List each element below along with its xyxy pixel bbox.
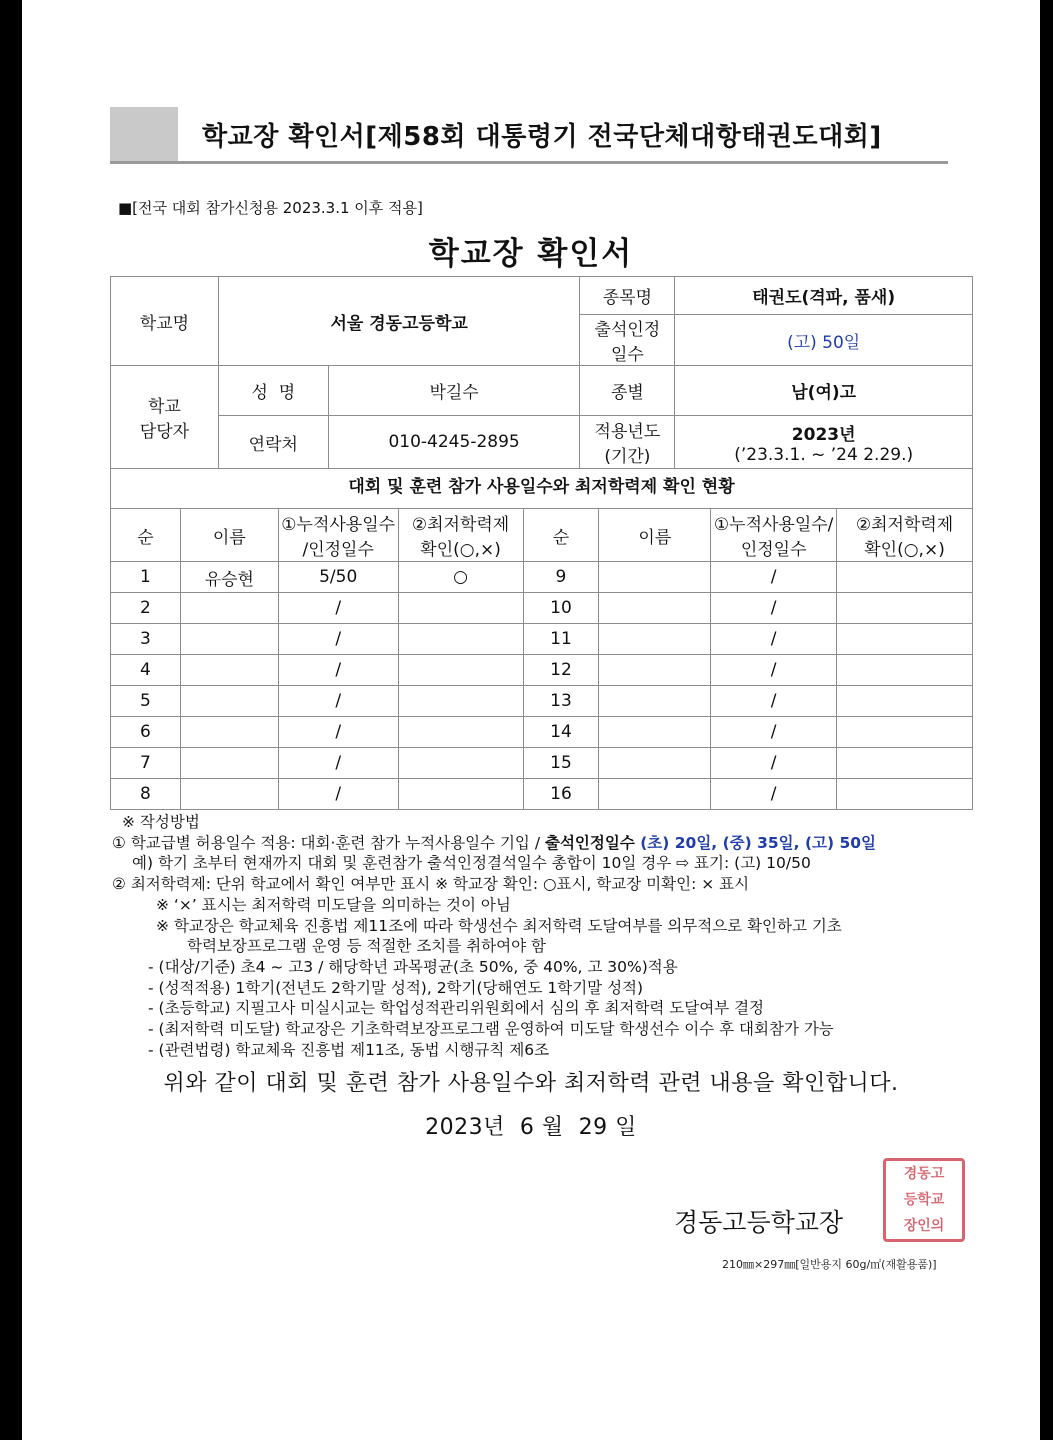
row-no-right: 13 <box>523 686 599 717</box>
row-days: 5/50 <box>278 562 398 593</box>
table-row <box>111 655 973 686</box>
detail-5: - (관련법령) 학교체육 진흥법 제11조, 동법 시행규칙 제6조 <box>148 1040 550 1059</box>
seal-line-3: 장인의 <box>903 1218 945 1234</box>
row-min-right <box>837 686 973 717</box>
detail-4: - (최저학력 미도달) 학교장은 기초학력보장프로그램 운영하여 미도달 학생선수 이수 후 대회참가 가능 <box>148 1020 834 1039</box>
name-value: 박길수 <box>328 366 580 416</box>
col-days-right-line2: 인정일수 <box>740 540 807 560</box>
attendance-value: (고) 50일 <box>675 315 973 366</box>
issue-date: 2023년 6 월 29 일 <box>425 1115 637 1140</box>
note-2-a: ※ ‘×’ 표시는 최저학력 미도달을 의미하는 것이 아님 <box>156 895 511 914</box>
row-days: / <box>278 593 398 624</box>
row-no-right: 10 <box>523 593 599 624</box>
row-name <box>180 593 278 624</box>
row-days: / <box>278 655 398 686</box>
school-name-label: 학교명 <box>111 277 219 366</box>
row-no-right: 16 <box>523 779 599 810</box>
col-days-right-line1: ①누적사용일수/ <box>713 515 834 535</box>
table-row <box>111 717 973 748</box>
row-no: 4 <box>111 655 181 686</box>
row-min <box>398 624 523 655</box>
col-name: 이름 <box>180 509 278 562</box>
table-row <box>111 686 973 717</box>
row-name <box>180 686 278 717</box>
seal-line-1: 경동고 <box>903 1166 945 1182</box>
row-name-right <box>599 686 711 717</box>
row-days-right: / <box>711 717 837 748</box>
row-min: ○ <box>398 562 523 593</box>
name-label: 성 명 <box>218 366 328 416</box>
note-2: ② 최저학력제: 단위 학교에서 확인 여부만 표시 ※ 학교장 확인: ○표시, 학교장 미확인: × 표시 <box>112 875 750 894</box>
detail-1: - (대상/기준) 초4 ~ 고3 / 해당학년 과목평균(초 50%, 중 40%, 고 30%)적용 <box>148 957 678 976</box>
col-min-right-line2: 확인(○,×) <box>864 540 945 560</box>
row-min <box>398 686 523 717</box>
document-page <box>22 0 1040 1440</box>
note-1-text: ① 학교급별 허용일수 적용: 대회·훈련 참가 누적사용일수 기입 / <box>112 833 545 852</box>
note-1-example: 예) 학기 초부터 현재까지 대회 및 훈련참가 출석인정결석일수 총합이 10일 경우 ⇨ 표기: (고) 10/50 <box>132 854 811 873</box>
col-min-line2: 확인(○,×) <box>420 540 501 560</box>
year-label <box>580 416 675 469</box>
row-no: 6 <box>111 717 181 748</box>
row-no-right: 15 <box>523 748 599 779</box>
paper-spec: 210㎜×297㎜[일반용지 60g/㎡(재활용품)] <box>722 1258 937 1271</box>
row-name: 유승현 <box>180 562 278 593</box>
period-value: (’23.3.1. ~ ’24 2.29.) <box>734 444 914 465</box>
school-name-value: 서울 경동고등학교 <box>218 277 580 366</box>
roster-table <box>110 508 973 810</box>
school-seal <box>883 1158 965 1242</box>
detail-3: - (초등학교) 지필고사 미실시교는 학업성적관리위원회에서 심의 후 최저학력 도달여부 결정 <box>148 999 765 1018</box>
row-no: 5 <box>111 686 181 717</box>
row-name <box>180 717 278 748</box>
event-label: 종목명 <box>580 277 675 315</box>
row-name <box>180 748 278 779</box>
col-min-right <box>837 509 973 562</box>
row-min-right <box>837 624 973 655</box>
col-no-right: 순 <box>523 509 599 562</box>
row-min <box>398 779 523 810</box>
row-min-right <box>837 748 973 779</box>
detail-2: - (성적적용) 1학기(전년도 2학기말 성적), 2학기(당해연도 1학기말 성적) <box>148 978 644 997</box>
notes-section <box>112 812 876 1060</box>
row-no: 7 <box>111 748 181 779</box>
row-min <box>398 593 523 624</box>
roster-caption: 대회 및 훈련 참가 사용일수와 최저학력제 확인 현황 <box>110 467 973 508</box>
seal-line-2: 등학교 <box>903 1192 945 1208</box>
gender-value: 남(여)고 <box>675 366 973 416</box>
year-label-line1: 적용년도 <box>594 422 661 442</box>
col-days <box>278 509 398 562</box>
info-table <box>110 276 973 469</box>
header-title: 학교장 확인서[제58회 대통령기 전국단체대항태권도대회] <box>202 122 882 152</box>
note-2-b-cont: 학력보장프로그램 운영 등 적절한 조치를 취하여야 함 <box>187 937 546 956</box>
table-row <box>111 562 973 593</box>
manager-label-line1: 학교 <box>148 397 181 417</box>
row-name-right <box>599 655 711 686</box>
gender-label: 종별 <box>580 366 675 416</box>
row-days-right: / <box>711 562 837 593</box>
row-name-right <box>599 779 711 810</box>
col-name-right: 이름 <box>599 509 711 562</box>
row-no: 1 <box>111 562 181 593</box>
row-min-right <box>837 717 973 748</box>
row-min <box>398 655 523 686</box>
row-min <box>398 717 523 748</box>
col-days-line2: /인정일수 <box>302 540 374 560</box>
notes-heading: ※ 작성방법 <box>122 813 200 831</box>
table-row <box>111 624 973 655</box>
row-no: 3 <box>111 624 181 655</box>
table-row <box>111 748 973 779</box>
row-name-right <box>599 624 711 655</box>
row-no-right: 12 <box>523 655 599 686</box>
row-no-right: 11 <box>523 624 599 655</box>
row-min-right <box>837 593 973 624</box>
row-no-right: 9 <box>523 562 599 593</box>
attendance-label <box>580 315 675 366</box>
row-name-right <box>599 717 711 748</box>
notice-line: ■[전국 대회 참가신청용 2023.3.1 이후 적용] <box>118 199 423 217</box>
roster-header-row <box>111 509 973 562</box>
year-label-line2: (기간) <box>604 447 651 467</box>
manager-label <box>111 366 219 469</box>
row-days-right: / <box>711 748 837 779</box>
row-name <box>180 779 278 810</box>
row-min <box>398 748 523 779</box>
header-gray-box <box>110 107 178 162</box>
row-no: 2 <box>111 593 181 624</box>
contact-label: 연락처 <box>218 416 328 469</box>
col-min-right-line1: ②최저학력제 <box>855 515 954 535</box>
note-1-emphasis: 출석인정일수 <box>544 833 635 852</box>
row-days-right: / <box>711 593 837 624</box>
row-min-right <box>837 655 973 686</box>
table-row <box>111 779 973 810</box>
note-2-b: ※ 학교장은 학교체육 진흥법 제11조에 따라 학생선수 최저학력 도달여부를 의무적으로 확인하고 기초 <box>156 916 842 935</box>
row-min-right <box>837 562 973 593</box>
table-row <box>111 593 973 624</box>
row-min-right <box>837 779 973 810</box>
col-min-line1: ②최저학력제 <box>411 515 510 535</box>
contact-value: 010-4245-2895 <box>328 416 580 469</box>
row-days: / <box>278 748 398 779</box>
row-no-right: 14 <box>523 717 599 748</box>
row-days-right: / <box>711 779 837 810</box>
col-min <box>398 509 523 562</box>
confirm-statement: 위와 같이 대회 및 훈련 참가 사용일수와 최저학력 관련 내용을 확인합니다. <box>163 1071 899 1096</box>
row-no: 8 <box>111 779 181 810</box>
manager-label-line2: 담당자 <box>139 422 190 442</box>
row-days: / <box>278 717 398 748</box>
row-days: / <box>278 624 398 655</box>
col-days-right <box>711 509 837 562</box>
attendance-label-line1: 출석인정 <box>594 320 661 340</box>
row-days-right: / <box>711 655 837 686</box>
col-no: 순 <box>111 509 181 562</box>
document-title: 학교장 확인서 <box>428 236 634 272</box>
year-value: 2023년 <box>791 424 856 445</box>
row-days: / <box>278 686 398 717</box>
row-name <box>180 624 278 655</box>
year-value-cell <box>675 416 973 469</box>
row-days: / <box>278 779 398 810</box>
attendance-label-line2: 일수 <box>610 345 644 365</box>
row-name <box>180 655 278 686</box>
note-1-days: (초) 20일, (중) 35일, (고) 50일 <box>634 833 877 852</box>
row-name-right <box>599 748 711 779</box>
row-days-right: / <box>711 624 837 655</box>
note-1 <box>112 833 876 854</box>
row-days-right: / <box>711 686 837 717</box>
event-value: 태권도(격파, 품새) <box>675 277 973 315</box>
row-name-right <box>599 593 711 624</box>
principal-signature: 경동고등학교장 <box>674 1208 844 1237</box>
header-rule <box>110 161 948 164</box>
col-days-line1: ①누적사용일수 <box>281 515 396 535</box>
row-name-right <box>599 562 711 593</box>
